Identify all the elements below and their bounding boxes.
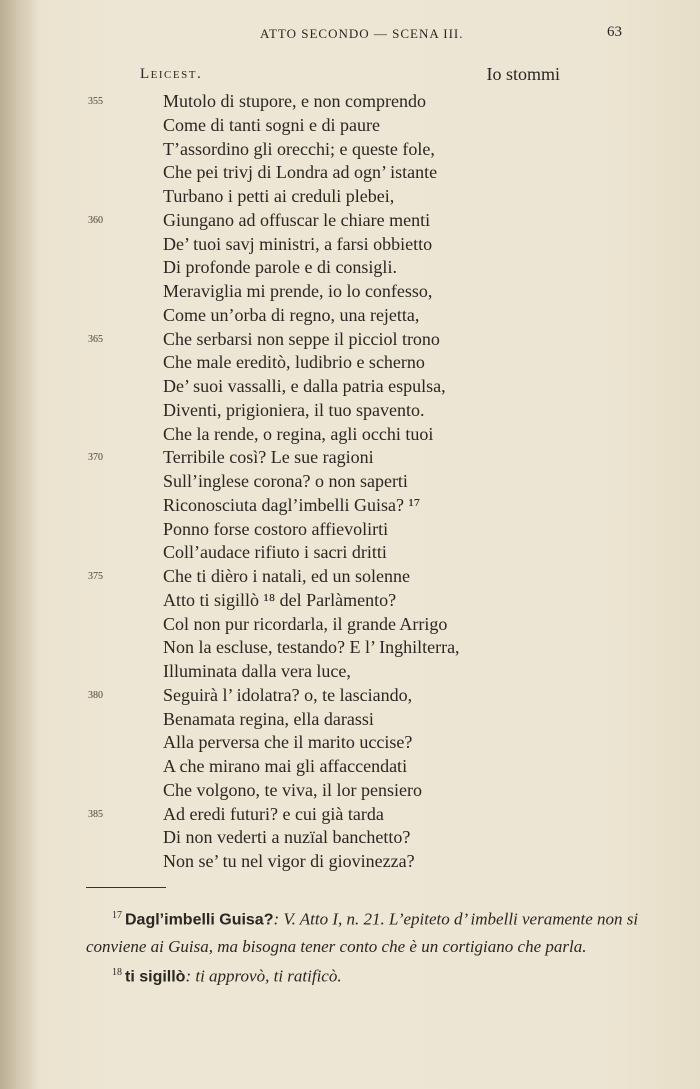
footnote-lemma: ti sigillò: [125, 968, 186, 986]
verse-line: [0, 138, 700, 162]
verse-line: [0, 803, 700, 827]
verse-text: Ponno forse costoro affievolirti: [163, 518, 389, 539]
verse-text: Che male ereditò, ludibrio e scherno: [163, 352, 425, 373]
verse-text: T’assordino gli orecchi; e queste fole,: [163, 138, 435, 159]
verse-line: [0, 850, 700, 874]
line-number: 375: [88, 571, 103, 582]
verse-text: Seguirà l’ idolatra? o, te lasciando,: [163, 684, 413, 705]
verse-line: [0, 423, 700, 447]
verse-line: [0, 660, 700, 684]
verse-text: Sull’inglese corona? o non saperti: [163, 471, 408, 491]
verse-text: Non la escluse, testando? E l’ Inghilterra,: [163, 637, 460, 658]
verse-text: Come un’orba di regno, una rejetta,: [163, 304, 420, 325]
verse-text: Che ti dièro i natali, ed un solenne: [163, 566, 410, 586]
verse-text: Di non vederti a nuzïal banchetto?: [163, 827, 411, 848]
verse-line: [0, 731, 700, 755]
line-number: 380: [88, 689, 103, 701]
verse-text: De’ tuoi savj ministri, a farsi obbietto: [163, 233, 433, 254]
verse-text: Illuminata dalla vera luce,: [163, 661, 351, 681]
verse-line: [0, 328, 700, 352]
verse-line: [0, 256, 700, 280]
verse-text: Ad eredi futuri? e cui già tarda: [163, 803, 384, 824]
verse-text: De’ suoi vassalli, e dalla patria espulsa,: [163, 376, 446, 396]
verse-line: [0, 636, 700, 660]
verse-line: [0, 280, 700, 304]
line-number: 360: [88, 214, 103, 226]
verse-block: [0, 90, 700, 874]
verse-line: [0, 304, 700, 328]
verse-line: [0, 185, 700, 209]
footnote: [86, 903, 641, 960]
speaker-first-words: Io stommi: [486, 64, 560, 84]
verse-text: Di profonde parole e di consigli.: [163, 257, 397, 278]
verse-line: [0, 708, 700, 732]
verse-line: [0, 114, 700, 138]
verse-text: Che pei trivj di Londra ad ogn’ istante: [163, 162, 438, 183]
verse-text: Atto ti sigillò ¹⁸ del Parlàmento?: [163, 589, 397, 610]
verse-text: Turbano i petti ai creduli plebei,: [163, 186, 395, 206]
verse-line: [0, 351, 700, 375]
verse-text: Benamata regina, ella darassi: [163, 708, 374, 729]
verse-text: Che serbarsi non seppe il picciol trono: [163, 328, 440, 349]
verse-line: [0, 589, 700, 613]
line-number: 365: [88, 333, 103, 345]
line-number: 355: [88, 96, 103, 107]
verse-line: [0, 518, 700, 542]
verse-text: Diventi, prigioniera, il tuo spavento.: [163, 399, 425, 420]
footnote-mark: 17: [112, 910, 122, 921]
verse-line: [0, 470, 700, 494]
footnote-text: : ti approvò, ti ratificò.: [185, 966, 342, 986]
page-number: 63: [607, 24, 622, 40]
verse-line: [0, 90, 700, 114]
verse-text: Mutolo di stupore, e non comprendo: [163, 91, 426, 111]
verse-line: [0, 826, 700, 850]
verse-line: [0, 779, 700, 803]
verse-text: Come di tanti sogni e di paure: [163, 114, 380, 135]
verse-text: Terribile così? Le sue ragioni: [163, 447, 374, 468]
running-title: ATTO SECONDO — SCENA III.: [260, 26, 464, 41]
verse-line: [0, 209, 700, 233]
verse-line: [0, 399, 700, 423]
verse-line: [0, 684, 700, 708]
running-header: [0, 24, 700, 46]
verse-text: Che volgono, te viva, il lor pensiero: [163, 779, 422, 800]
verse-line: [0, 161, 700, 185]
footnotes: [86, 903, 641, 990]
footnote: [86, 960, 641, 991]
verse-text: A che mirano mai gli affaccendati: [163, 756, 408, 776]
verse-text: Alla perversa che il marito uccise?: [163, 732, 413, 753]
verse-text: Non se’ tu nel vigor di giovinezza?: [163, 851, 415, 871]
footnote-lemma: Dagl’imbelli Guisa?: [125, 911, 274, 929]
verse-line: [0, 613, 700, 637]
verse-line: [0, 375, 700, 399]
speaker-name: Leicest.: [140, 66, 203, 82]
verse-line: [0, 565, 700, 589]
verse-text: Che la rende, o regina, agli occhi tuoi: [163, 423, 434, 444]
line-number: 370: [88, 452, 103, 464]
verse-line: [0, 446, 700, 470]
footnote-rule: [86, 887, 166, 888]
line-number: 385: [88, 808, 103, 820]
speaker-line: [140, 64, 560, 90]
verse-text: Riconosciuta dagl’imbelli Guisa? ¹⁷: [163, 494, 421, 515]
verse-text: Giungano ad offuscar le chiare menti: [163, 209, 431, 230]
verse-text: Col non pur ricordarla, il grande Arrigo: [163, 613, 448, 634]
verse-text: Meraviglia mi prende, io lo confesso,: [163, 281, 433, 301]
verse-line: [0, 541, 700, 565]
footnote-text: : V. Atto I, n. 21. L’epiteto d’ imbelli veramente non si conviene ai Guisa, ma bisogna tener conto che è un cortigiano che parla.: [86, 909, 639, 956]
verse-line: [0, 233, 700, 257]
verse-text: Coll’audace rifiuto i sacri dritti: [163, 542, 387, 563]
verse-line: [0, 755, 700, 779]
footnote-mark: 18: [112, 966, 122, 978]
verse-line: [0, 494, 700, 518]
